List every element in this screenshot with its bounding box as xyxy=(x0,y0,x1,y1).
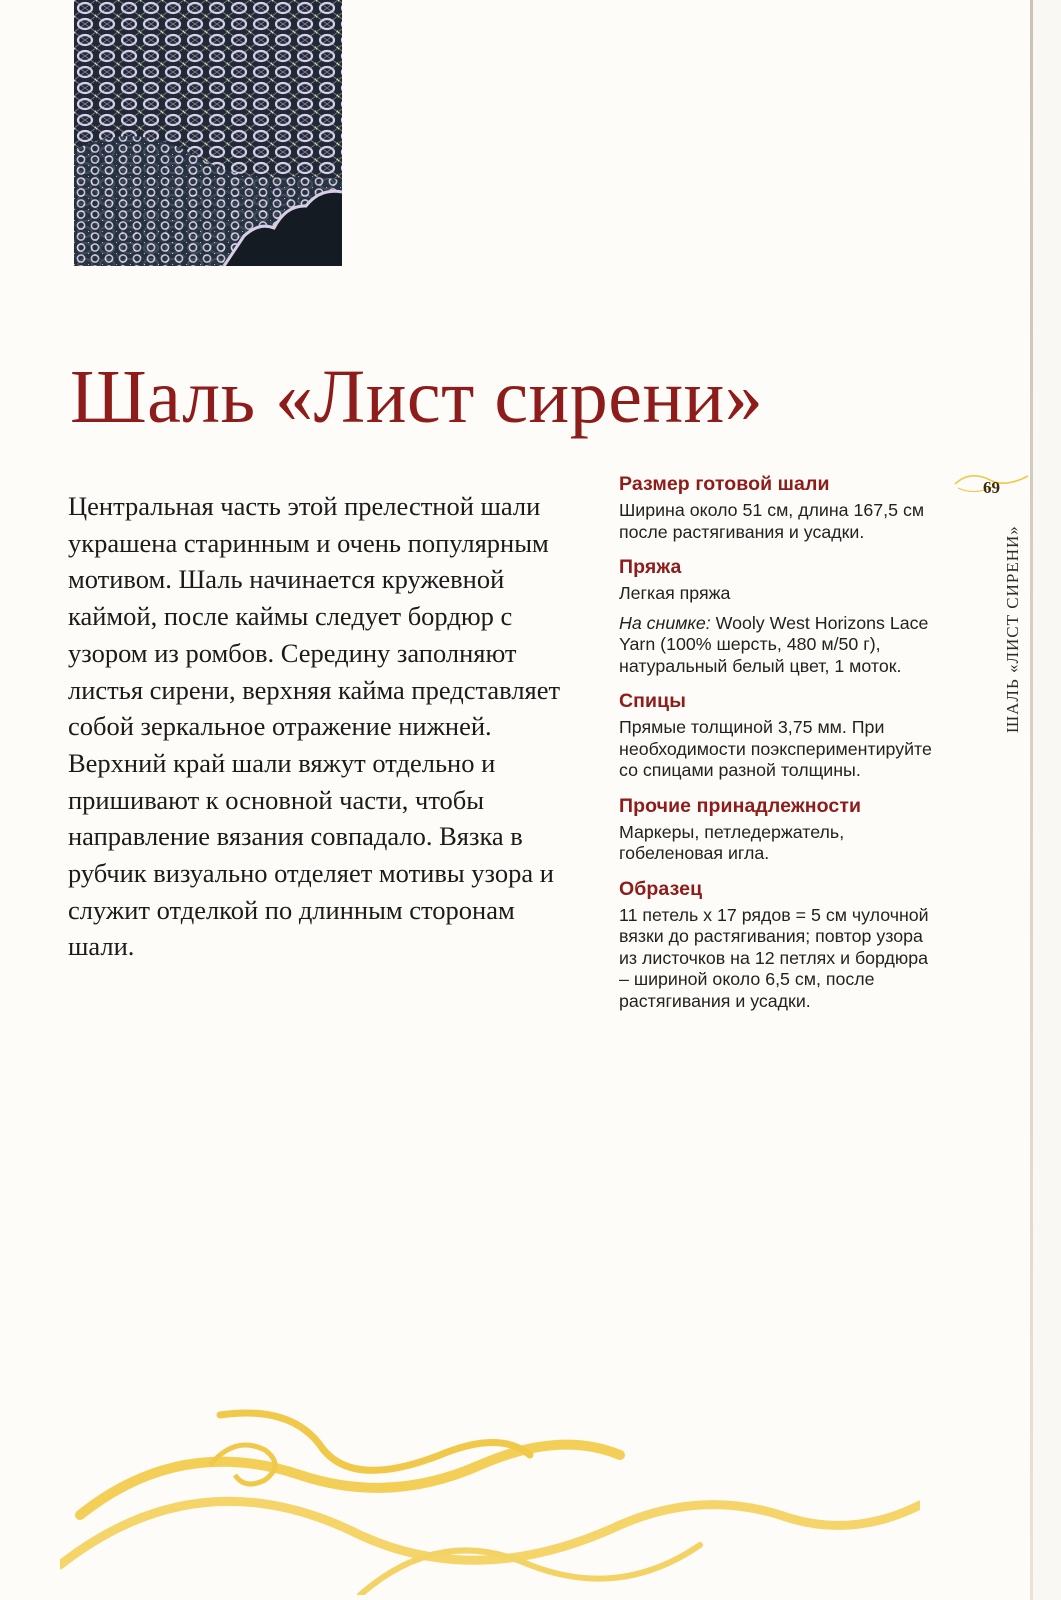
lace-pattern-image xyxy=(74,0,342,266)
gauge-text: 11 петель х 17 рядов = 5 см чулочной вязки до растягивания; повтор узора из листочков на 12 петлях и бордюра – шириной около 6,5 см, после растягивания и усадки. xyxy=(619,904,929,1011)
notions-text: Маркеры, петледержатель, гобеленовая игла. xyxy=(619,821,845,863)
yarn-photo-note xyxy=(619,613,939,678)
intro-paragraph: Центральная часть этой прелестной шали украшена старинным и очень популярным мотивом. Шаль начинается кружевной каймой, после каймы следует бордюр с узором из ромбов. Середину заполняют листья сирени, верхняя кайма представляет собой зеркальное отражение нижней. Верхний край шали вяжут отдельно и пришивают к основной части, чтобы направление вязания совпадало. Вязка в рубчик визуально отделяет мотивы узора и служит отделкой по длинным сторонам шали. xyxy=(68,491,561,962)
page-margin xyxy=(1033,0,1061,1600)
decorative-flourish-icon xyxy=(60,1395,920,1595)
specs-column xyxy=(619,470,939,1022)
binding-edge xyxy=(1030,0,1033,1600)
page-title: Шаль «Лист сирени» xyxy=(70,355,764,439)
yarn-photo-label: На снимке: xyxy=(619,612,711,633)
notions-heading: Прочие принадлежности xyxy=(619,794,862,817)
size-text: Ширина около 51 см, длина 167,5 см после растягивания и усадки. xyxy=(619,500,925,542)
needles-heading: Спицы xyxy=(619,690,686,712)
needles-text: Прямые толщиной 3,75 мм. При необходимости поэкспериментируйте со спицами разной толщины. xyxy=(619,717,932,780)
yarn-text: Легкая пряжа xyxy=(619,583,731,603)
page-number: 69 xyxy=(983,478,1000,497)
lace-shawl-photo xyxy=(74,0,342,266)
yarn-photo-text: Wooly West Horizons Lace Yarn (100% шерсть, 480 м/50 г), натуральный белый цвет, 1 моток. xyxy=(619,612,929,676)
yarn-heading: Пряжа xyxy=(619,556,682,578)
gauge-heading: Образец xyxy=(619,877,703,900)
running-head: ШАЛЬ «ЛИСТ СИРЕНИ» xyxy=(1003,525,1022,733)
size-heading: Размер готовой шали xyxy=(619,473,830,495)
